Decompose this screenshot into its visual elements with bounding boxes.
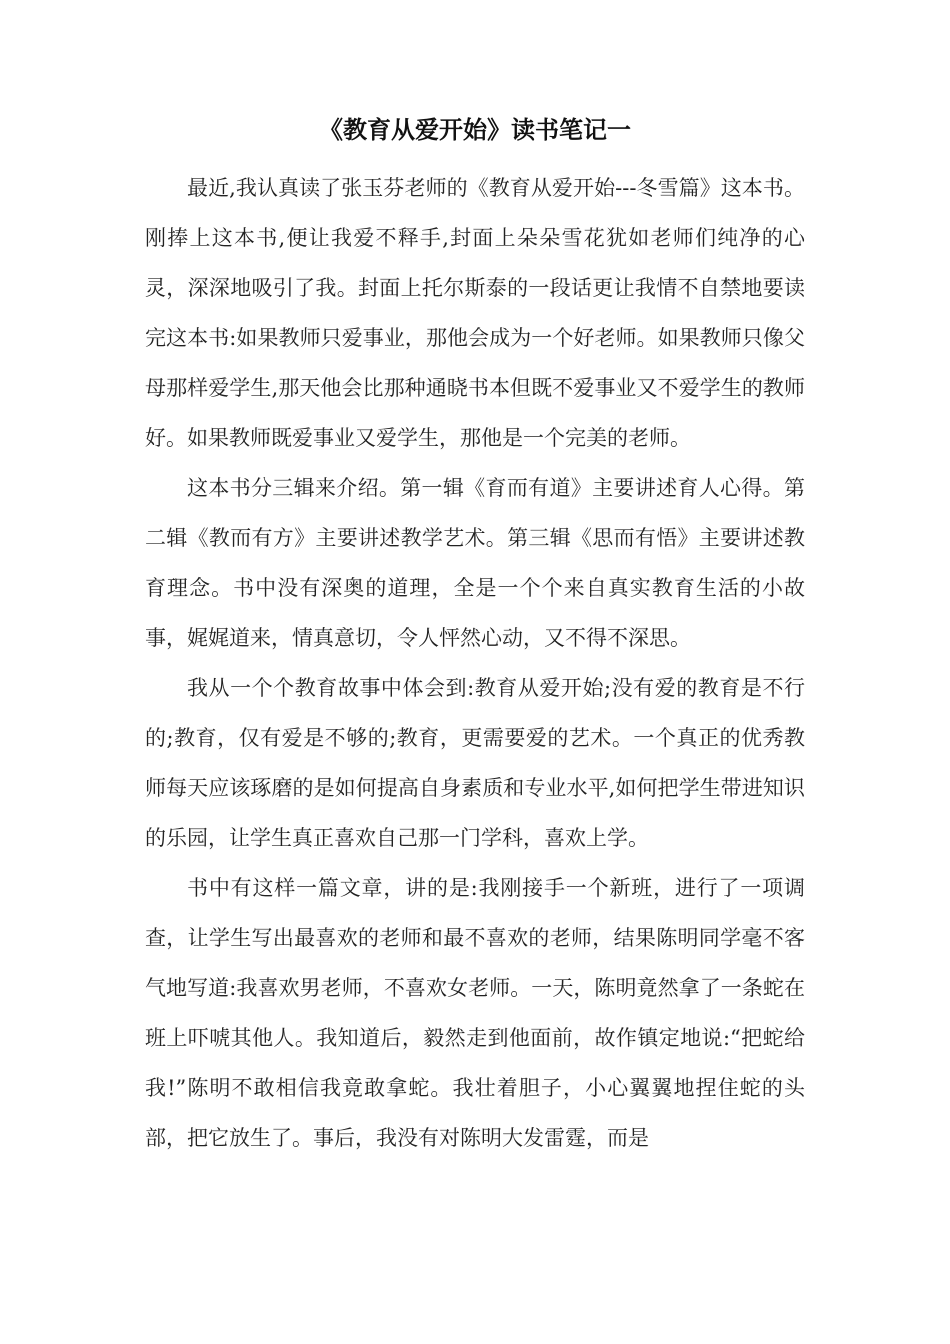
document-title: 《教育从爱开始》读书笔记一 (319, 116, 631, 144)
paragraph-1: 最近,我认真读了张玉芬老师的《教育从爱开始---冬雪篇》这本书。刚捧上这本书,便让我爱不释手,封面上朵朵雪花犹如老师们纯净的心灵，深深地吸引了我。封面上托尔斯泰的一段话更让我情不自禁地要读完这本书:如果教师只爱事业，那他会成为一个好老师。如果教师只像父母那样爱学生,那天他会比那种通晓书本但既不爱事业又不爱学生的教师好。如果教师既爱事业又爱学生，那他是一个完美的老师。 (145, 176, 805, 450)
paragraph-3: 我从一个个教育故事中体会到:教育从爱开始;没有爱的教育是不行的;教育，仅有爱是不够的;教育，更需要爱的艺术。一个真正的优秀教师每天应该琢磨的是如何提高自身素质和专业水平,如何把学生带进知识的乐园，让学生真正喜欢自己那一门学科，喜欢上学。 (145, 676, 805, 850)
paragraph-2: 这本书分三辑来介绍。第一辑《育而有道》主要讲述育人心得。第二辑《教而有方》主要讲述教学艺术。第三辑《思而有悟》主要讲述教育理念。书中没有深奥的道理，全是一个个来自真实教育生活的小故事，娓娓道来，情真意切，令人怦然心动，又不得不深思。 (145, 476, 805, 650)
paragraph-4: 书中有这样一篇文章，讲的是:我刚接手一个新班，进行了一项调查，让学生写出最喜欢的老师和最不喜欢的老师，结果陈明同学毫不客气地写道:我喜欢男老师，不喜欢女老师。一天，陈明竟然拿了一条蛇在班上吓唬其他人。我知道后，毅然走到他面前，故作镇定地说:“把蛇给我!”陈明不敢相信我竟敢拿蛇。我壮着胆子，小心翼翼地捏住蛇的头部，把它放生了。事后，我没有对陈明大发雷霆，而是 (145, 876, 805, 1150)
document-body (145, 163, 805, 1163)
